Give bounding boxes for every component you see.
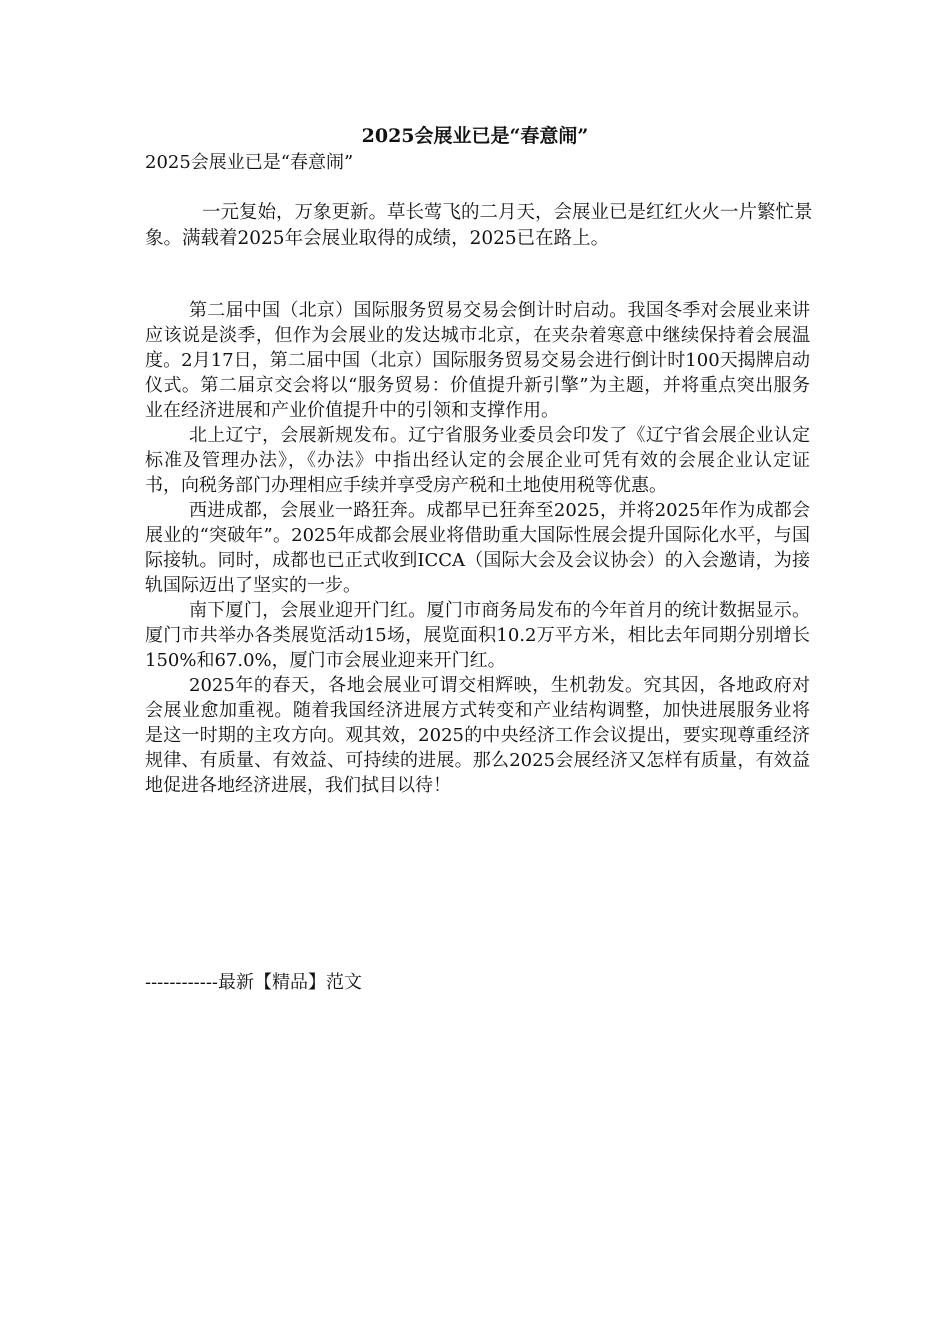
intro-paragraph: 一元复始，万象更新。草长莺飞的二月天，会展业已是红红火火一片繁忙景象。满载着2025年会展业取得的成绩，2025已在路上。 — [145, 202, 813, 249]
paragraph-conclusion: 2025年的春天，各地会展业可谓交相辉映，生机勃发。究其因，各地政府对会展业愈加重视。随着我国经济进展方式转变和产业结构调整，加快进展服务业将是这一时期的主攻方向。观其效，2025的中央经济工作会议提出，要实现尊重经济规律、有质量、有效益、可持续的进展。那么2025会展经济又怎样有质量，有效益地促进各地经济进展，我们拭目以待！ — [145, 675, 810, 796]
paragraph-liaoning: 北上辽宁，会展新规发布。辽宁省服务业委员会印发了《辽宁省会展企业认定标准及管理办法》，《办法》中指出经认定的会展企业可凭有效的会展企业认定证书，向税务部门办理相应手续并享受房产税和土地使用税等优惠。 — [145, 425, 810, 496]
paragraph-beijing: 第二届中国（北京）国际服务贸易交易会倒计时启动。我国冬季对会展业来讲应该说是淡季，但作为会展业的发达城市北京，在夹杂着寒意中继续保持着会展温度。2月17日，第二届中国（北京）国际服务贸易交易会进行倒计时100天揭牌启动仪式。第二届京交会将以“服务贸易：价值提升新引擎”为主题，并将重点突出服务业在经济进展和产业价值提升中的引领和支撑作用。 — [145, 300, 810, 421]
footer-note: ------------最新【精品】范文 — [145, 972, 362, 993]
paragraph-xiamen: 南下厦门，会展业迎开门红。厦门市商务局发布的今年首月的统计数据显示。厦门市共举办各类展览活动15场，展览面积10.2万平方米，相比去年同期分别增长150%和67.0%，厦门市会展业迎来开门红。 — [145, 600, 810, 671]
article-body — [145, 298, 810, 798]
document-title: 2025会展业已是“春意闹” — [361, 125, 589, 147]
document-subtitle: 2025会展业已是“春意闹” — [145, 152, 354, 173]
paragraph-chengdu: 西进成都，会展业一路狂奔。成都早已狂奔至2025，并将2025年作为成都会展业的“突破年”。2025年成都会展业将借助重大国际性展会提升国际化水平，与国际接轨。同时，成都也已正式收到ICCA（国际大会及会议协会）的入会邀请，为接轨国际迈出了坚实的一步。 — [145, 500, 810, 596]
